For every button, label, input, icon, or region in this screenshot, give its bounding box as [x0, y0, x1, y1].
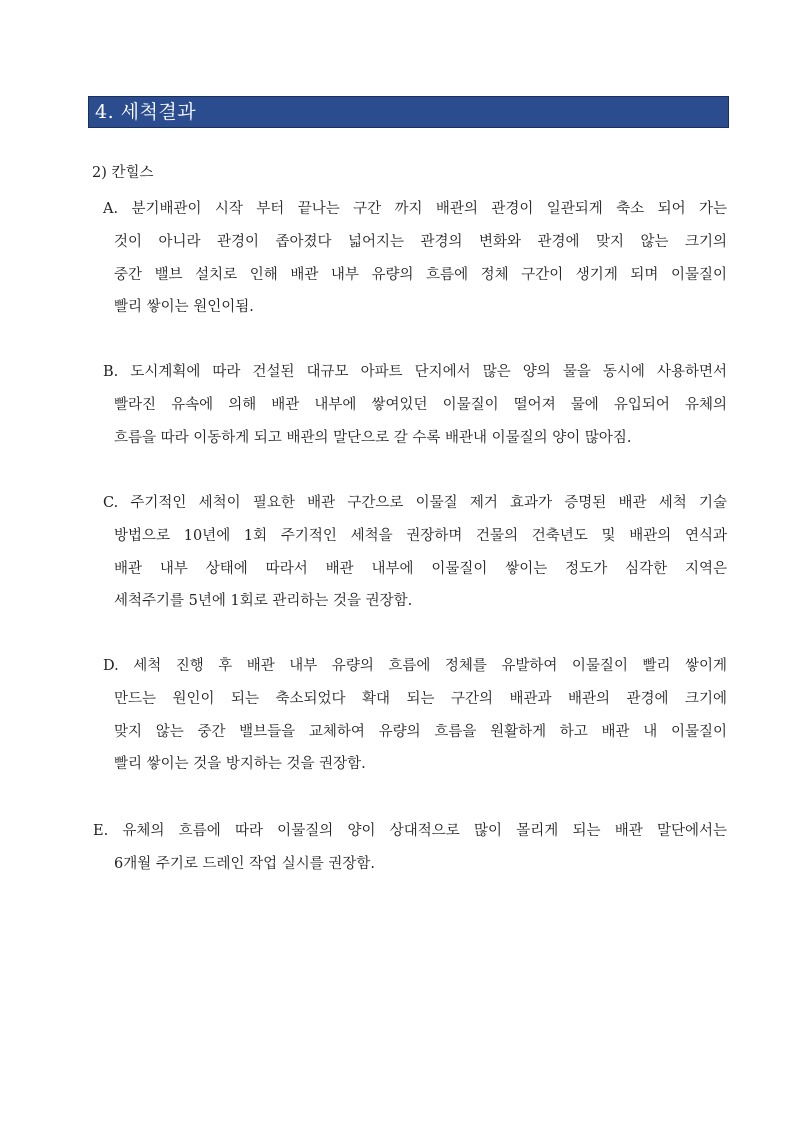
subsection-title: 2) 칸힐스	[92, 165, 154, 181]
paragraph-e	[93, 815, 727, 881]
paragraph-b	[103, 356, 727, 454]
paragraph-line: A. 분기배관이 시작 부터 끝나는 구간 까지 배관의 관경이 일관되게 축소 되어 가는	[103, 201, 727, 217]
paragraph-d	[103, 650, 727, 781]
paragraph-line: 세척주기를 5년에 1회로 관리하는 것을 권장함.	[114, 593, 413, 610]
paragraph-line: 빨리 쌓이는 것을 방지하는 것을 권장함.	[114, 756, 366, 773]
paragraph-line: 빨라진 유속에 의해 배관 내부에 쌓여있던 이물질이 떨어져 물에 유입되어 유체의	[114, 396, 727, 413]
paragraph-line: 방법으로 10년에 1회 주기적인 세척을 권장하며 건물의 건축년도 및 배관의 연식과	[114, 527, 727, 544]
paragraph-line: 빨리 쌓이는 원인이됨.	[114, 299, 254, 316]
paragraph-line: 중간 밸브 설치로 인해 배관 내부 유량의 흐름에 정체 구간이 생기게 되며 이물질이	[114, 266, 727, 283]
paragraph-line: D. 세척 진행 후 배관 내부 유량의 흐름에 정체를 유발하여 이물질이 빨리 쌓이게	[103, 658, 727, 674]
paragraph-line: 흐름을 따라 이동하게 되고 배관의 말단으로 갈 수록 배관내 이물질의 양이 많아짐.	[114, 429, 632, 446]
paragraph-line: 만드는 원인이 되는 축소되었다 확대 되는 구간의 배관과 배관의 관경에 크기에	[114, 690, 727, 707]
paragraph-line: 6개월 주기로 드레인 작업 실시를 권장함.	[114, 855, 375, 872]
paragraph-line: E. 유체의 흐름에 따라 이물질의 양이 상대적으로 많이 몰리게 되는 배관 말단에서는	[93, 823, 727, 839]
paragraph-line: 배관 내부 상태에 따라서 배관 내부에 이물질이 쌓이는 정도가 심각한 지역은	[114, 560, 727, 577]
paragraph-a	[103, 193, 727, 324]
section-title: 4. 세척결과	[95, 100, 197, 123]
paragraph-c	[103, 487, 727, 618]
paragraph-line: C. 주기적인 세척이 필요한 배관 구간으로 이물질 제거 효과가 증명된 배관 세척 기술	[103, 495, 727, 511]
paragraph-line: 맞지 않는 중간 밸브들을 교체하여 유량의 흐름을 원활하게 하고 배관 내 이물질이	[114, 723, 727, 740]
paragraph-line: 것이 아니라 관경이 좁아졌다 넓어지는 관경의 변화와 관경에 맞지 않는 크기의	[114, 233, 727, 250]
paragraph-line: B. 도시계획에 따라 건설된 대규모 아파트 단지에서 많은 양의 물을 동시에 사용하면서	[103, 364, 727, 380]
section-header	[88, 96, 729, 128]
